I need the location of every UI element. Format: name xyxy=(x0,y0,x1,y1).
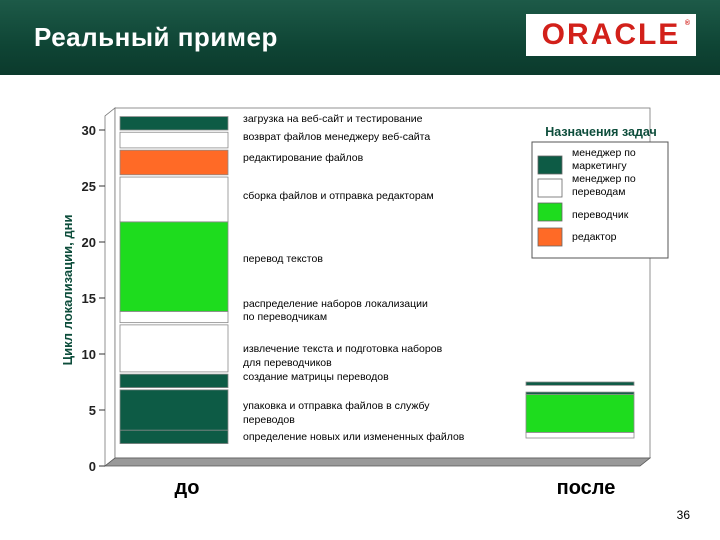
legend-swatch xyxy=(538,203,562,221)
bar-segment xyxy=(526,382,634,385)
legend-label: переводчик xyxy=(572,209,629,221)
y-tick-label: 30 xyxy=(81,123,96,138)
bar-segment xyxy=(120,430,228,443)
y-tick-label: 25 xyxy=(81,179,96,194)
bar-segment xyxy=(120,132,228,148)
plot-floor xyxy=(105,458,650,466)
task-annotation: извлечение текста и подготовка наборов xyxy=(243,343,443,355)
oracle-logo-text: ORACLE xyxy=(541,18,681,51)
legend-swatch xyxy=(538,228,562,246)
task-annotation: сборка файлов и отправка редакторам xyxy=(243,190,434,202)
bar-segment xyxy=(120,117,228,130)
task-annotation: определение новых или измененных файлов xyxy=(243,431,465,443)
legend-swatch xyxy=(538,156,562,174)
slide-title: Реальный пример xyxy=(34,22,278,52)
task-annotation: редактирование файлов xyxy=(243,152,364,164)
x-category-label: после xyxy=(556,477,616,499)
task-annotation: распределение наборов локализации xyxy=(243,298,428,310)
legend-label: редактор xyxy=(572,231,617,243)
task-annotation: по переводчикам xyxy=(243,311,328,323)
bar-segment xyxy=(120,390,228,430)
task-annotation: для переводчиков xyxy=(243,357,332,369)
legend-label: менеджер по xyxy=(572,147,636,159)
task-annotation: создание матрицы переводов xyxy=(243,371,389,383)
bar-segment xyxy=(120,374,228,387)
y-tick-label: 20 xyxy=(81,235,96,250)
task-annotation: упаковка и отправка файлов в службу xyxy=(243,400,430,412)
task-annotation: возврат файлов менеджеру веб-сайта xyxy=(243,131,431,143)
registered-mark: ® xyxy=(684,20,690,27)
plot-side-wall xyxy=(105,108,115,466)
bar-segment xyxy=(526,432,634,438)
y-axis-label: Цикл локализации, дни xyxy=(60,214,75,366)
bar-segment xyxy=(120,325,228,372)
task-annotation: переводов xyxy=(243,414,295,426)
bar-segment xyxy=(120,150,228,175)
task-annotation: перевод текстов xyxy=(243,253,323,265)
bar-segment xyxy=(526,394,634,432)
bar-segment xyxy=(120,222,228,312)
legend-title: Назначения задач xyxy=(545,125,657,139)
x-category-label: до xyxy=(174,477,200,499)
bar-segment xyxy=(526,392,634,394)
legend-label: переводам xyxy=(572,186,626,198)
page-number: 36 xyxy=(676,508,690,522)
legend-label: менеджер по xyxy=(572,173,636,185)
bar-segment xyxy=(120,177,228,222)
y-tick-label: 5 xyxy=(88,403,96,418)
bar-segment xyxy=(120,311,228,322)
legend-label: маркетингу xyxy=(572,160,627,172)
y-tick-label: 15 xyxy=(81,291,96,306)
y-tick-label: 0 xyxy=(88,459,96,474)
y-tick-label: 10 xyxy=(81,347,96,362)
task-annotation: загрузка на веб-сайт и тестирование xyxy=(243,113,423,125)
legend-swatch xyxy=(538,179,562,197)
